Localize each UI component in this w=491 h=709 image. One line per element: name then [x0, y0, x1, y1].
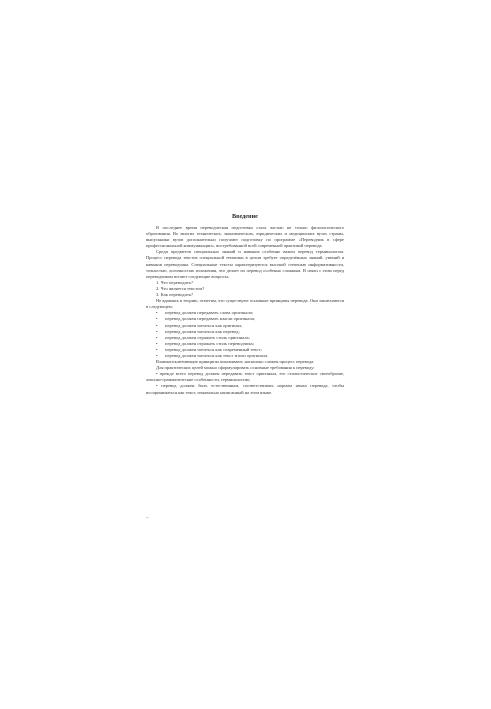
page-number: – — [146, 516, 149, 521]
question-item: 1. Что переводить? — [156, 279, 194, 285]
list-item: • перевод должен отражать стиль переводчика; — [156, 341, 344, 347]
page-title: Введение — [232, 213, 258, 220]
paragraph-principles: Не вдаваясь в теорию, отметим, что существуют основные принципы перевода. Они заключаются в следующем: — [146, 298, 344, 310]
list-item: • перевод должен отражать стиль оригинала; — [156, 335, 344, 341]
paragraph-intro-1: В последнее время переводческая подготовка стала частью не только филологического образования. Во многих технических, экономических, юридических и медицинских вузах страны, выпускники вузов дополнительно получают подготовку по программе «Переводчик в сфере профессиональной коммуникации», востребованной всей современной практикой перевода. — [146, 225, 344, 249]
paragraph-outro-3: • прежде всего перевод должен передавать текст оригинала, его стилистическое своеобразие, лексико-грамматические особенности, терминологию; — [146, 371, 344, 383]
list-item: • перевод должен передавать слова оригинала; — [156, 310, 344, 316]
list-item: • перевод должен читаться как оригинал; — [156, 323, 344, 329]
paragraph-outro-1: Взаимоисключающие принципы показывают, насколько сложен процесс перевода. — [156, 359, 315, 365]
document-page — [146, 213, 344, 396]
question-item: 3. Как переводить? — [156, 292, 194, 298]
list-item: • перевод должен передавать мысли оригинала; — [156, 316, 344, 322]
list-item: • перевод должен читаться как перевод; — [156, 329, 344, 335]
question-item: 2. Что является текстом? — [156, 285, 205, 291]
paragraph-outro-2: Для практических целей можно сформулировать основные требования к переводу: — [156, 365, 315, 371]
questions-list — [146, 280, 344, 298]
principles-list — [146, 310, 344, 359]
list-item: • перевод должен читаться как текст эпохи оригинала. — [156, 353, 344, 359]
paragraph-outro-4: • перевод должен быть естественным, соответствовать нормам языка перевода, чтобы восприниматься как текст, изначально написанный на этом языке. — [146, 383, 344, 395]
list-item: • перевод должен читаться как современный текст; — [156, 347, 344, 353]
paragraph-intro-2: Среди предметов специальных знаний и навыков особенно важен перевод терминологии. Процесс перевода текстов специальной тематики в целом требует определённых знаний, умений и навыков переводчика. Специальные тексты характеризуются высокой степенью информативности, точностью, логичностью изложения, что делает их перевод особенно сложным. В связи с этим перед переводчиком встают следующие вопросы: — [146, 249, 344, 279]
